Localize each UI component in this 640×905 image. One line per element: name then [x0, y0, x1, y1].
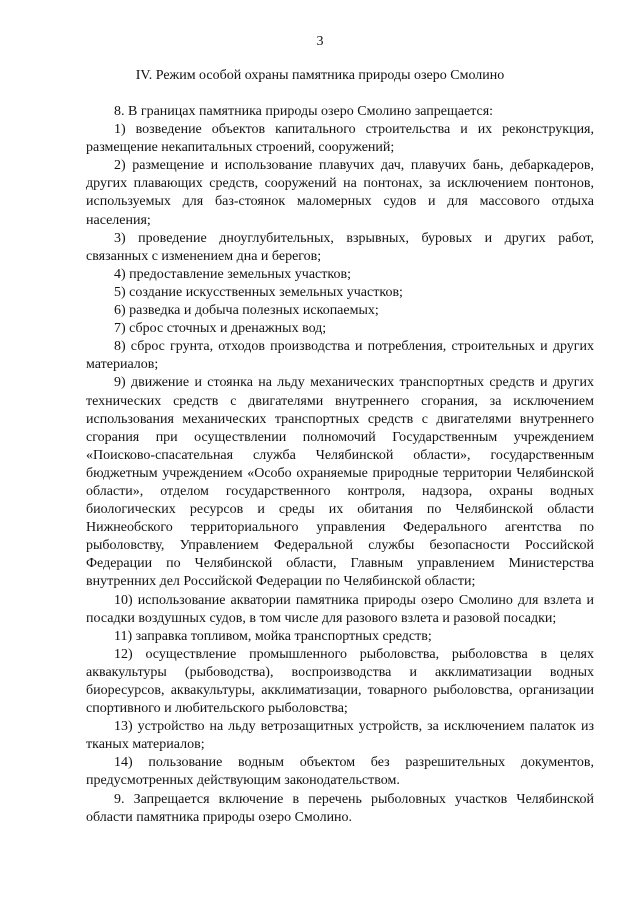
paragraph-item-6: 6) разведка и добыча полезных ископаемых; [114, 303, 379, 319]
paragraph-item-12: 12) осуществление промышленного рыболовства, рыболовства в целях аквакультуры (рыбоводства), воспроизводства и акклиматизации водных биоресурсов, аквакультуры, акклиматизации, товарного рыболовства, организации спортивного и любительского рыболовства; [86, 646, 594, 717]
paragraph-item-13: 13) устройство на льду ветрозащитных устройств, за исключением палаток из тканых материалов; [86, 719, 594, 753]
paragraph-item-4: 4) предоставление земельных участков; [114, 266, 351, 282]
paragraph-item-11: 11) заправка топливом, мойка транспортных средств; [114, 628, 432, 644]
paragraph-item-7: 7) сброс сточных и дренажных вод; [114, 321, 327, 337]
paragraph-item-8: 8) сброс грунта, отходов производства и потребления, строительных и других материалов; [86, 339, 594, 373]
paragraph-clause-9: 9. Запрещается включение в перечень рыболовных участков Челябинской области памятника природы озеро Смолино. [86, 791, 594, 825]
paragraph-item-14: 14) пользование водным объектом без разрешительных документов, предусмотренных действующим законодательством. [86, 755, 594, 789]
page-number: 3 [316, 34, 324, 49]
paragraph-item-3: 3) проведение дноуглубительных, взрывных, буровых и других работ, связанных с изменением дна и берегов; [86, 230, 594, 264]
paragraph-item-10: 10) использование акватории памятника природы озеро Смолино для взлета и посадки воздушных судов, в том числе для разового взлета и разовой посадки; [86, 592, 594, 626]
document-body [86, 103, 594, 827]
paragraph-item-5: 5) создание искусственных земельных участков; [114, 284, 403, 300]
paragraph-item-1: 1) возведение объектов капитального строительства и их реконструкция, размещение некапитальных строений, сооружений; [86, 122, 594, 156]
paragraph-item-9: 9) движение и стоянка на льду механических транспортных средств и других технических средств с двигателями внутреннего сгорания, за исключением использования механических транспортных средств с двигателями внутреннего сгорания при осуществлении полномочий Государственным учреждением «Поисково-спасательная служба Челябинской области», государственным бюджетным учреждением «Особо охраняемые природные территории Челябинской области», отделом государственного контроля, надзора, охраны водных биологических ресурсов и среды их обитания по Челябинской области Нижнеобского территориального управления Федерального агентства по рыболовству, Управлением Федеральной службы безопасности Российской Федерации по Челябинской области, Главным управлением Министерства внутренних дел Российской Федерации по Челябинской области; [86, 375, 594, 590]
paragraph-item-2: 2) размещение и использование плавучих дач, плавучих бань, дебаркадеров, других плавающих средств, сооружений на понтонах, за исключением понтонов, используемых для баз-стоянок маломерных судов и для массового отдыха населения; [86, 158, 594, 228]
section-heading: IV. Режим особой охраны памятника природы озеро Смолино [135, 68, 505, 83]
paragraph-clause-8: 8. В границах памятника природы озеро Смолино запрещается: [114, 104, 494, 119]
